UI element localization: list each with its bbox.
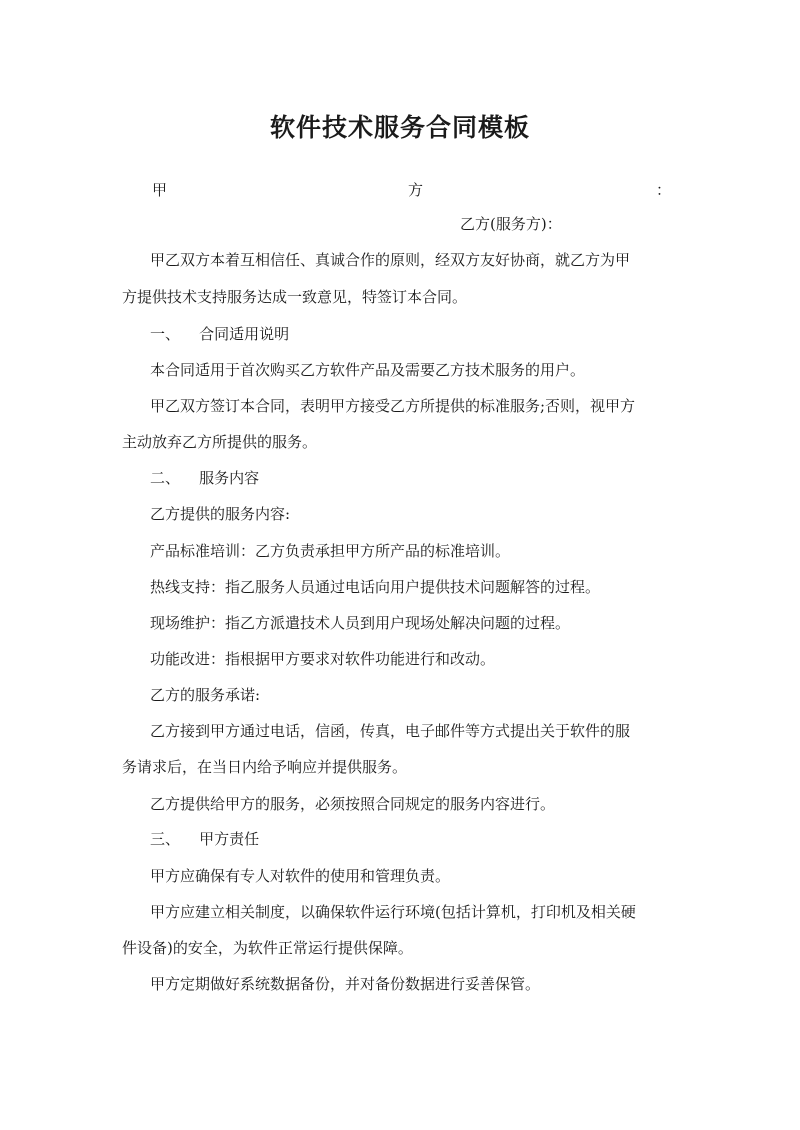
section-2-item-3: 现场维护：指乙方派遣技术人员到用户现场处解决问题的过程。 [150,614,571,632]
section-2-promise-1-line-2: 务请求后，在当日内给予响应并提供服务。 [122,758,408,776]
section-2-subheading-1: 乙方提供的服务内容: [150,505,291,523]
section-2-item-4: 功能改进：指根据甲方要求对软件功能进行和改动。 [150,650,496,668]
party-a-line [0,180,800,200]
section-1-paragraph-2-line-2: 主动放弃乙方所提供的服务。 [122,433,318,451]
section-2-promise-1-line-1: 乙方接到甲方通过电话，信函，传真，电子邮件等方式提出关于软件的服 [150,722,631,740]
party-a-char-1: 甲 [152,181,168,199]
section-3-paragraph-1: 甲方应确保有专人对软件的使用和管理负责。 [150,867,451,885]
section-1-paragraph-2-line-1: 甲乙双方签订本合同，表明甲方接受乙方所提供的标准服务;否则，视甲方 [150,397,636,415]
section-2-item-2: 热线支持：指乙服务人员通过电话向用户提供技术问题解答的过程。 [150,578,601,596]
section-1-heading: 一、 合同适用说明 [150,325,290,343]
section-1-paragraph-1: 本合同适用于首次购买乙方软件产品及需要乙方技术服务的用户。 [150,361,586,379]
section-2-subheading-2: 乙方的服务承诺: [150,686,261,704]
section-2-promise-2: 乙方提供给甲方的服务，必须按照合同规定的服务内容进行。 [150,795,556,813]
party-a-colon: ： [656,181,672,199]
section-3-heading: 三、 甲方责任 [150,830,260,848]
section-3-paragraph-2-line-2: 件设备)的安全，为软件正常运行提供保障。 [122,939,413,957]
section-2-item-1: 产品标准培训：乙方负责承担甲方所产品的标准培训。 [150,542,511,560]
intro-paragraph-line-2: 方提供技术支持服务达成一致意见，特签订本合同。 [122,288,468,306]
party-a-char-2: 方 [408,181,424,199]
party-b-line: 乙方(服务方)： [460,215,562,233]
intro-paragraph-line-1: 甲乙双方本着互相信任、真诚合作的原则，经双方友好协商，就乙方为甲 [150,251,631,269]
section-3-paragraph-2-line-1: 甲方应建立相关制度，以确保软件运行环境(包括计算机，打印机及相关硬 [150,903,636,921]
document-title: 软件技术服务合同模板 [269,113,530,142]
section-2-heading: 二、 服务内容 [150,469,260,487]
section-3-paragraph-3: 甲方定期做好系统数据备份，并对备份数据进行妥善保管。 [150,975,541,993]
